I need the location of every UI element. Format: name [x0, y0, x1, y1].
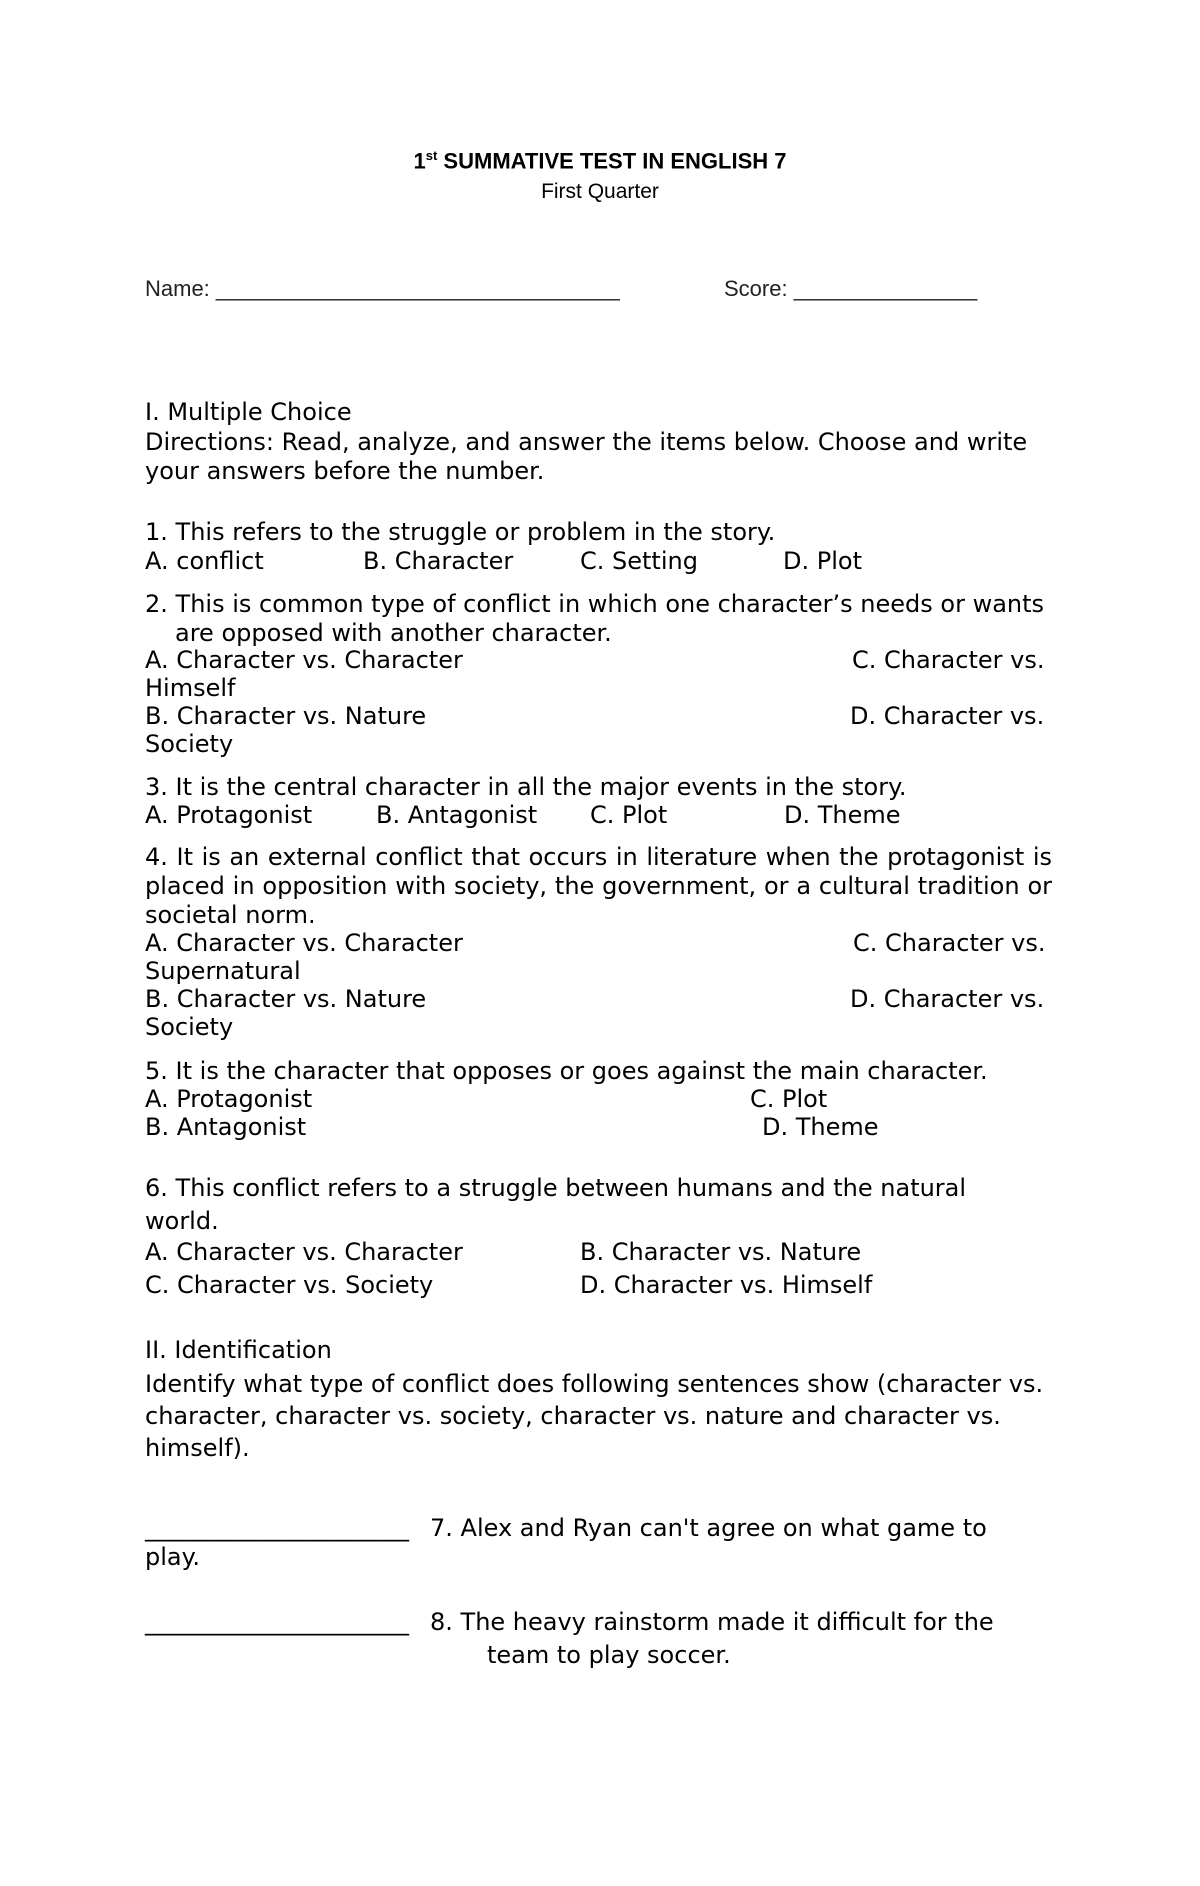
q8-answer-blank[interactable]: ______________________: [145, 1608, 409, 1636]
q1-option-a: A. conflict: [145, 547, 264, 575]
identification-directions: Identify what type of conflict does following sentences show (character vs. character, character vs. society, character vs. nature and character vs. himself).: [145, 1370, 1044, 1462]
question-1-stem: 1. This refers to the struggle or problem in the story.: [145, 518, 776, 546]
q3-option-b: B. Antagonist: [376, 801, 538, 829]
section-directions: Directions: Read, analyze, and answer the items below. Choose and write your answers before the number.: [145, 428, 1028, 485]
q4-option-c-wrap: Supernatural: [145, 957, 301, 985]
q4-option-d-wrap: Society: [145, 1013, 234, 1041]
q2-option-a: A. Character vs. Character: [145, 646, 463, 674]
q3-option-d: D. Theme: [784, 801, 901, 829]
q5-option-a: A. Protagonist: [145, 1085, 313, 1113]
q6-option-d: D. Character vs. Himself: [580, 1271, 873, 1299]
q6-option-c: C. Character vs. Society: [145, 1271, 434, 1299]
q5-option-d: D. Theme: [762, 1113, 879, 1141]
question-4-stem: 4. It is an external conflict that occurs in literature when the protagonist is placed in opposition with society, the government, or a cultural tradition or societal norm.: [145, 843, 1052, 929]
q6-option-a: A. Character vs. Character: [145, 1238, 463, 1266]
q5-option-b: B. Antagonist: [145, 1113, 307, 1141]
question-8-text-wrap: team to play soccer.: [487, 1641, 731, 1669]
question-6-stem: 6. This conflict refers to a struggle between humans and the natural world.: [145, 1174, 967, 1235]
section-heading-multiple-choice: I. Multiple Choice: [145, 398, 352, 426]
q2-option-b: B. Character vs. Nature: [145, 702, 427, 730]
q4-option-d: D. Character vs.: [850, 985, 1045, 1013]
page-subtitle: First Quarter: [541, 180, 659, 203]
q1-option-d: D. Plot: [783, 547, 862, 575]
question-7-text: 7. Alex and Ryan can't agree on what game to: [430, 1514, 987, 1542]
q1-option-b: B. Character: [363, 547, 514, 575]
q3-option-a: A. Protagonist: [145, 801, 313, 829]
q2-option-d-wrap: Society: [145, 730, 234, 758]
q2-option-c-wrap: Himself: [145, 674, 236, 702]
q2-option-d: D. Character vs.: [850, 702, 1045, 730]
question-8-text: 8. The heavy rainstorm made it difficult for the: [430, 1608, 994, 1636]
q4-option-a: A. Character vs. Character: [145, 929, 463, 957]
name-field[interactable]: Name: _________________________________: [145, 276, 620, 301]
q1-option-c: C. Setting: [580, 547, 698, 575]
question-7-text-wrap: play.: [145, 1543, 201, 1571]
q6-option-b: B. Character vs. Nature: [580, 1238, 862, 1266]
q5-option-c: C. Plot: [750, 1085, 828, 1113]
question-2-stem-line1: 2. This is common type of conflict in which one character’s needs or wants: [145, 590, 1045, 618]
question-5-stem: 5. It is the character that opposes or goes against the main character.: [145, 1057, 988, 1085]
question-2-stem-line2: are opposed with another character.: [175, 619, 612, 647]
question-3-stem: 3. It is the central character in all the major events in the story.: [145, 773, 907, 801]
score-field[interactable]: Score: _______________: [724, 276, 978, 301]
page-title: 1st SUMMATIVE TEST IN ENGLISH 7: [413, 148, 787, 174]
q4-option-b: B. Character vs. Nature: [145, 985, 427, 1013]
q2-option-c: C. Character vs.: [852, 646, 1045, 674]
q7-answer-blank[interactable]: ______________________: [145, 1514, 409, 1542]
q3-option-c: C. Plot: [590, 801, 668, 829]
q4-option-c: C. Character vs.: [853, 929, 1046, 957]
section-heading-identification: II. Identification: [145, 1336, 332, 1364]
